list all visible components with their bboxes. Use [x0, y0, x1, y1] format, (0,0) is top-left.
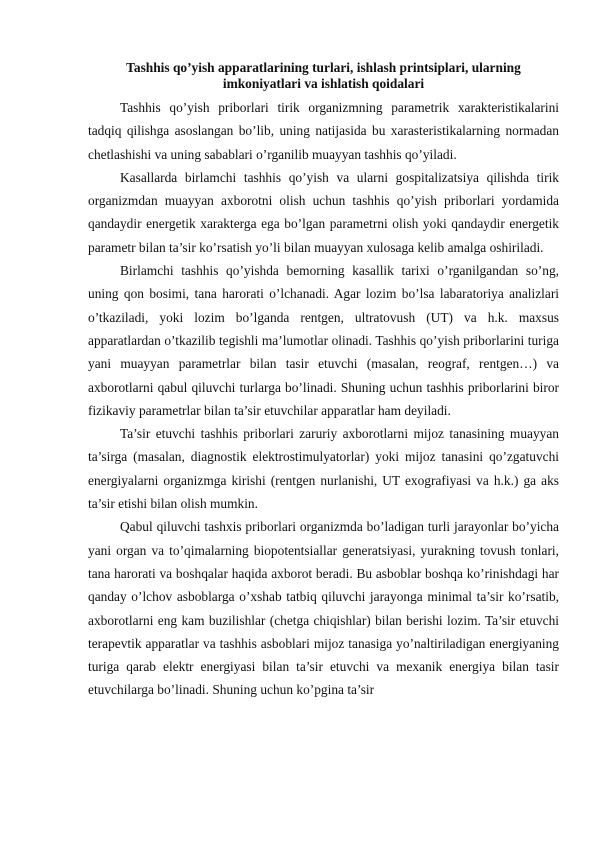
document-title: Tashhis qo’yish apparatlarining turlari, ishlash printsiplari, ularning imkoniyatlari va ishlatish qoidalari [126, 60, 521, 91]
paragraph-2: Kasallarda birlamchi tashhis qo’yish va ularni gospitalizatsiya qilishda tirik organizmdan muayyan axborotni olish uchun tashhis qo’yish priborlari yordamida qandaydir energetik xarakterga ega bo’lgan parametrni olish yoki qandaydir energetik parametr bilan ta’sir ko’rsatish yo’li bilan muayyan xulosaga kelib amalga oshiriladi. [88, 169, 559, 255]
paragraph-4: Ta’sir etuvchi tashhis priborlari zaruriy axborotlarni mijoz tanasining muayyan ta’sirga (masalan, diagnostik elektrostimulyatorlar) yoki mijoz tanasini qo’zgatuvchi energiyalarni organizmga kirishi (rentgen nurlanishi, UT exografiyasi va h.k.) ga aks ta’sir etishi bilan olish mumkin. [88, 426, 559, 512]
paragraph-3: Birlamchi tashhis qo’yishda bemorning kasallik tarixi o’rganilgandan so’ng, uning qon bosimi, tana harorati o’lchanadi. Agar lozim bo’lsa labaratoriya analizlari o’tkaziladi, yoki lozim bo’lganda rentgen, ultratovush (UT) va h.k. maxsus apparatlardan o’tkazilib tegishli ma’lumotlar olinadi. Tashhis qo’yish priborlarini turiga yani muayyan parametrlar bilan tasir etuvchi (masalan, reograf, rentgen…) va axborotlarni qabul qiluvchi turlarga bo’linadi. Shuning uchun tashhis priborlarini biror fizikaviy parametrlar bilan ta’sir etuvchilar apparatlar ham deyiladi. [88, 263, 559, 418]
paragraph-5: Qabul qiluvchi tashxis priborlari organizmda bo’ladigan turli jarayonlar bo’yicha yani organ va to’qimalarning biopotentsiallar generatsiyasi, yurakning tovush tonlari, tana harorati va boshqalar haqida axborot beradi. Bu asboblar boshqa ko’rinishdagi har qanday o’lchov asboblarga o’xshab tatbiq qiluvchi jarayonga minimal ta’sir ko’rsatib, axborotlarni eng kam buzilishlar (chetga chiqishlar) bilan berishi lozim. Ta’sir etuvchi terapevtik apparatlar va tashhis asboblari mijoz tanasiga yo’naltiriladigan energiyaning turiga qarab elektr energiyasi bilan ta’sir etuvchi va mexanik energiya bilan tasir etuvchilarga bo’linadi. Shuning uchun ko’pgina ta’sir [88, 519, 559, 698]
paragraph-1: Tashhis qo’yish priborlari tirik organizmning parametrik xarakteristikalarini tadqiq qilishga asoslangan bo’lib, uning natijasida bu xarasteristikalarning normadan chetlashishi va uning sabablari o’rganilib muayyan tashhis qo’yiladi. [88, 100, 559, 162]
